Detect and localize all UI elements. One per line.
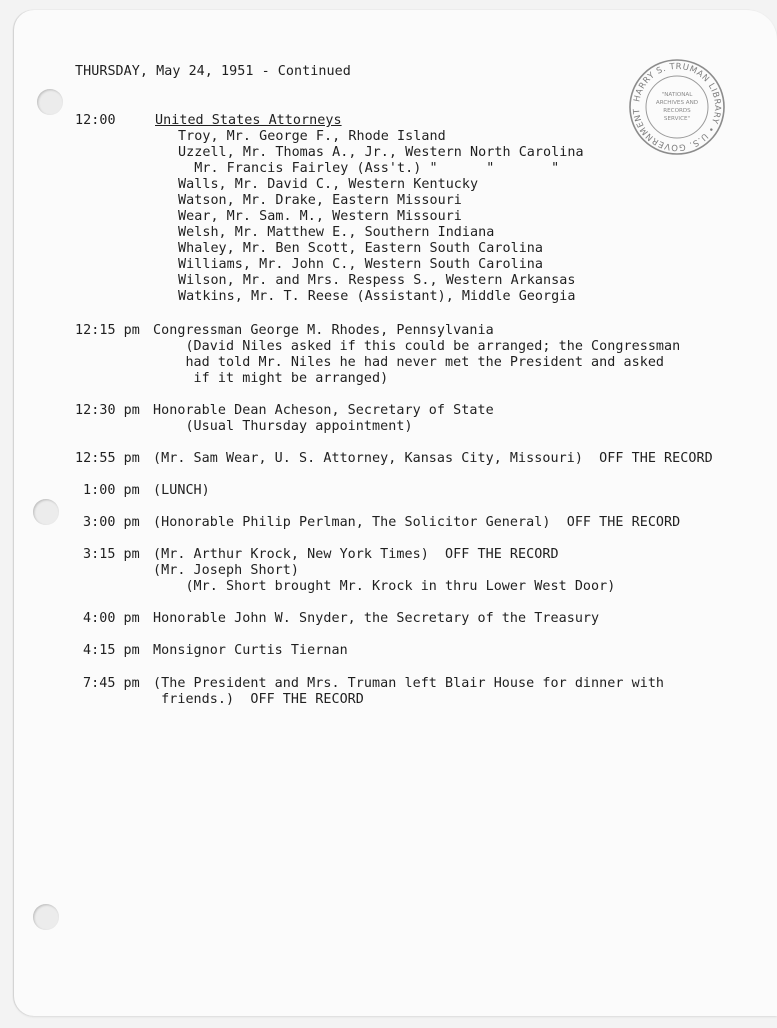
entry-line: (David Niles asked if this could be arranged; the Congressman xyxy=(153,339,681,354)
entry-time: 4:15 pm xyxy=(83,643,140,658)
entry-line: (Usual Thursday appointment) xyxy=(153,419,413,434)
attorney-line: Watson, Mr. Drake, Eastern Missouri xyxy=(178,193,462,208)
entry-line: Congressman George M. Rhodes, Pennsylvania xyxy=(153,323,494,338)
entry-line: had told Mr. Niles he had never met the President and asked xyxy=(153,355,665,370)
stamp-line-3: RECORDS xyxy=(663,108,691,114)
entry-time: 4:00 pm xyxy=(83,611,140,626)
attorney-line: Welsh, Mr. Matthew E., Southern Indiana xyxy=(178,225,495,240)
entry-line: (Mr. Sam Wear, U. S. Attorney, Kansas City, Missouri) OFF THE RECORD xyxy=(153,451,713,466)
stamp-line-4: SERVICE" xyxy=(663,116,691,122)
archive-stamp xyxy=(628,58,726,156)
stamp-line-1: "NATIONAL xyxy=(661,92,693,98)
entry-line: (The President and Mrs. Truman left Blair House for dinner with xyxy=(153,676,665,691)
attorney-line: Mr. Francis Fairley (Ass't.) " " " xyxy=(178,161,560,176)
attorney-line: Watkins, Mr. T. Reese (Assistant), Middle Georgia xyxy=(178,289,576,304)
attorney-line: Uzzell, Mr. Thomas A., Jr., Western North Carolina xyxy=(178,145,584,160)
entry-line: (Mr. Short brought Mr. Krock in thru Lower West Door) xyxy=(153,579,616,594)
attorney-line: Wilson, Mr. and Mrs. Respess S., Western Arkansas xyxy=(178,273,576,288)
entry-time: 12:30 pm xyxy=(75,403,140,418)
entry-time: 1:00 pm xyxy=(83,483,140,498)
page-header: THURSDAY, May 24, 1951 - Continued xyxy=(75,64,351,79)
entry-line: (Honorable Philip Perlman, The Solicitor General) OFF THE RECORD xyxy=(153,515,681,530)
entry-time: 3:00 pm xyxy=(83,515,140,530)
binder-hole-bottom xyxy=(33,904,59,930)
attorney-line: Wear, Mr. Sam. M., Western Missouri xyxy=(178,209,462,224)
entry-time: 12:15 pm xyxy=(75,323,140,338)
entry-title: United States Attorneys xyxy=(155,113,342,128)
attorney-line: Williams, Mr. John C., Western South Carolina xyxy=(178,257,544,272)
binder-hole-middle xyxy=(33,499,59,525)
entry-line: (Mr. Arthur Krock, New York Times) OFF THE RECORD xyxy=(153,547,559,562)
entry-line: Honorable John W. Snyder, the Secretary of the Treasury xyxy=(153,611,600,626)
entry-line: Honorable Dean Acheson, Secretary of State xyxy=(153,403,494,418)
entry-line: (LUNCH) xyxy=(153,483,210,498)
stamp-outer-text: HARRY S. TRUMAN LIBRARY • U.S. GOVERNMENT xyxy=(631,61,723,153)
binder-hole-top xyxy=(37,89,63,115)
entry-time: 12:00 xyxy=(75,113,116,128)
attorney-line: Troy, Mr. George F., Rhode Island xyxy=(178,129,446,144)
stamp-line-2: ARCHIVES AND xyxy=(655,100,699,106)
entry-time: 3:15 pm xyxy=(83,547,140,562)
attorney-line: Whaley, Mr. Ben Scott, Eastern South Carolina xyxy=(178,241,544,256)
attorney-line: Walls, Mr. David C., Western Kentucky xyxy=(178,177,479,192)
entry-line: (Mr. Joseph Short) xyxy=(153,563,300,578)
entry-time: 12:55 pm xyxy=(75,451,140,466)
entry-line: friends.) OFF THE RECORD xyxy=(153,692,364,707)
entry-line: Monsignor Curtis Tiernan xyxy=(153,643,348,658)
entry-line: if it might be arranged) xyxy=(153,371,389,386)
entry-time: 7:45 pm xyxy=(83,676,140,691)
